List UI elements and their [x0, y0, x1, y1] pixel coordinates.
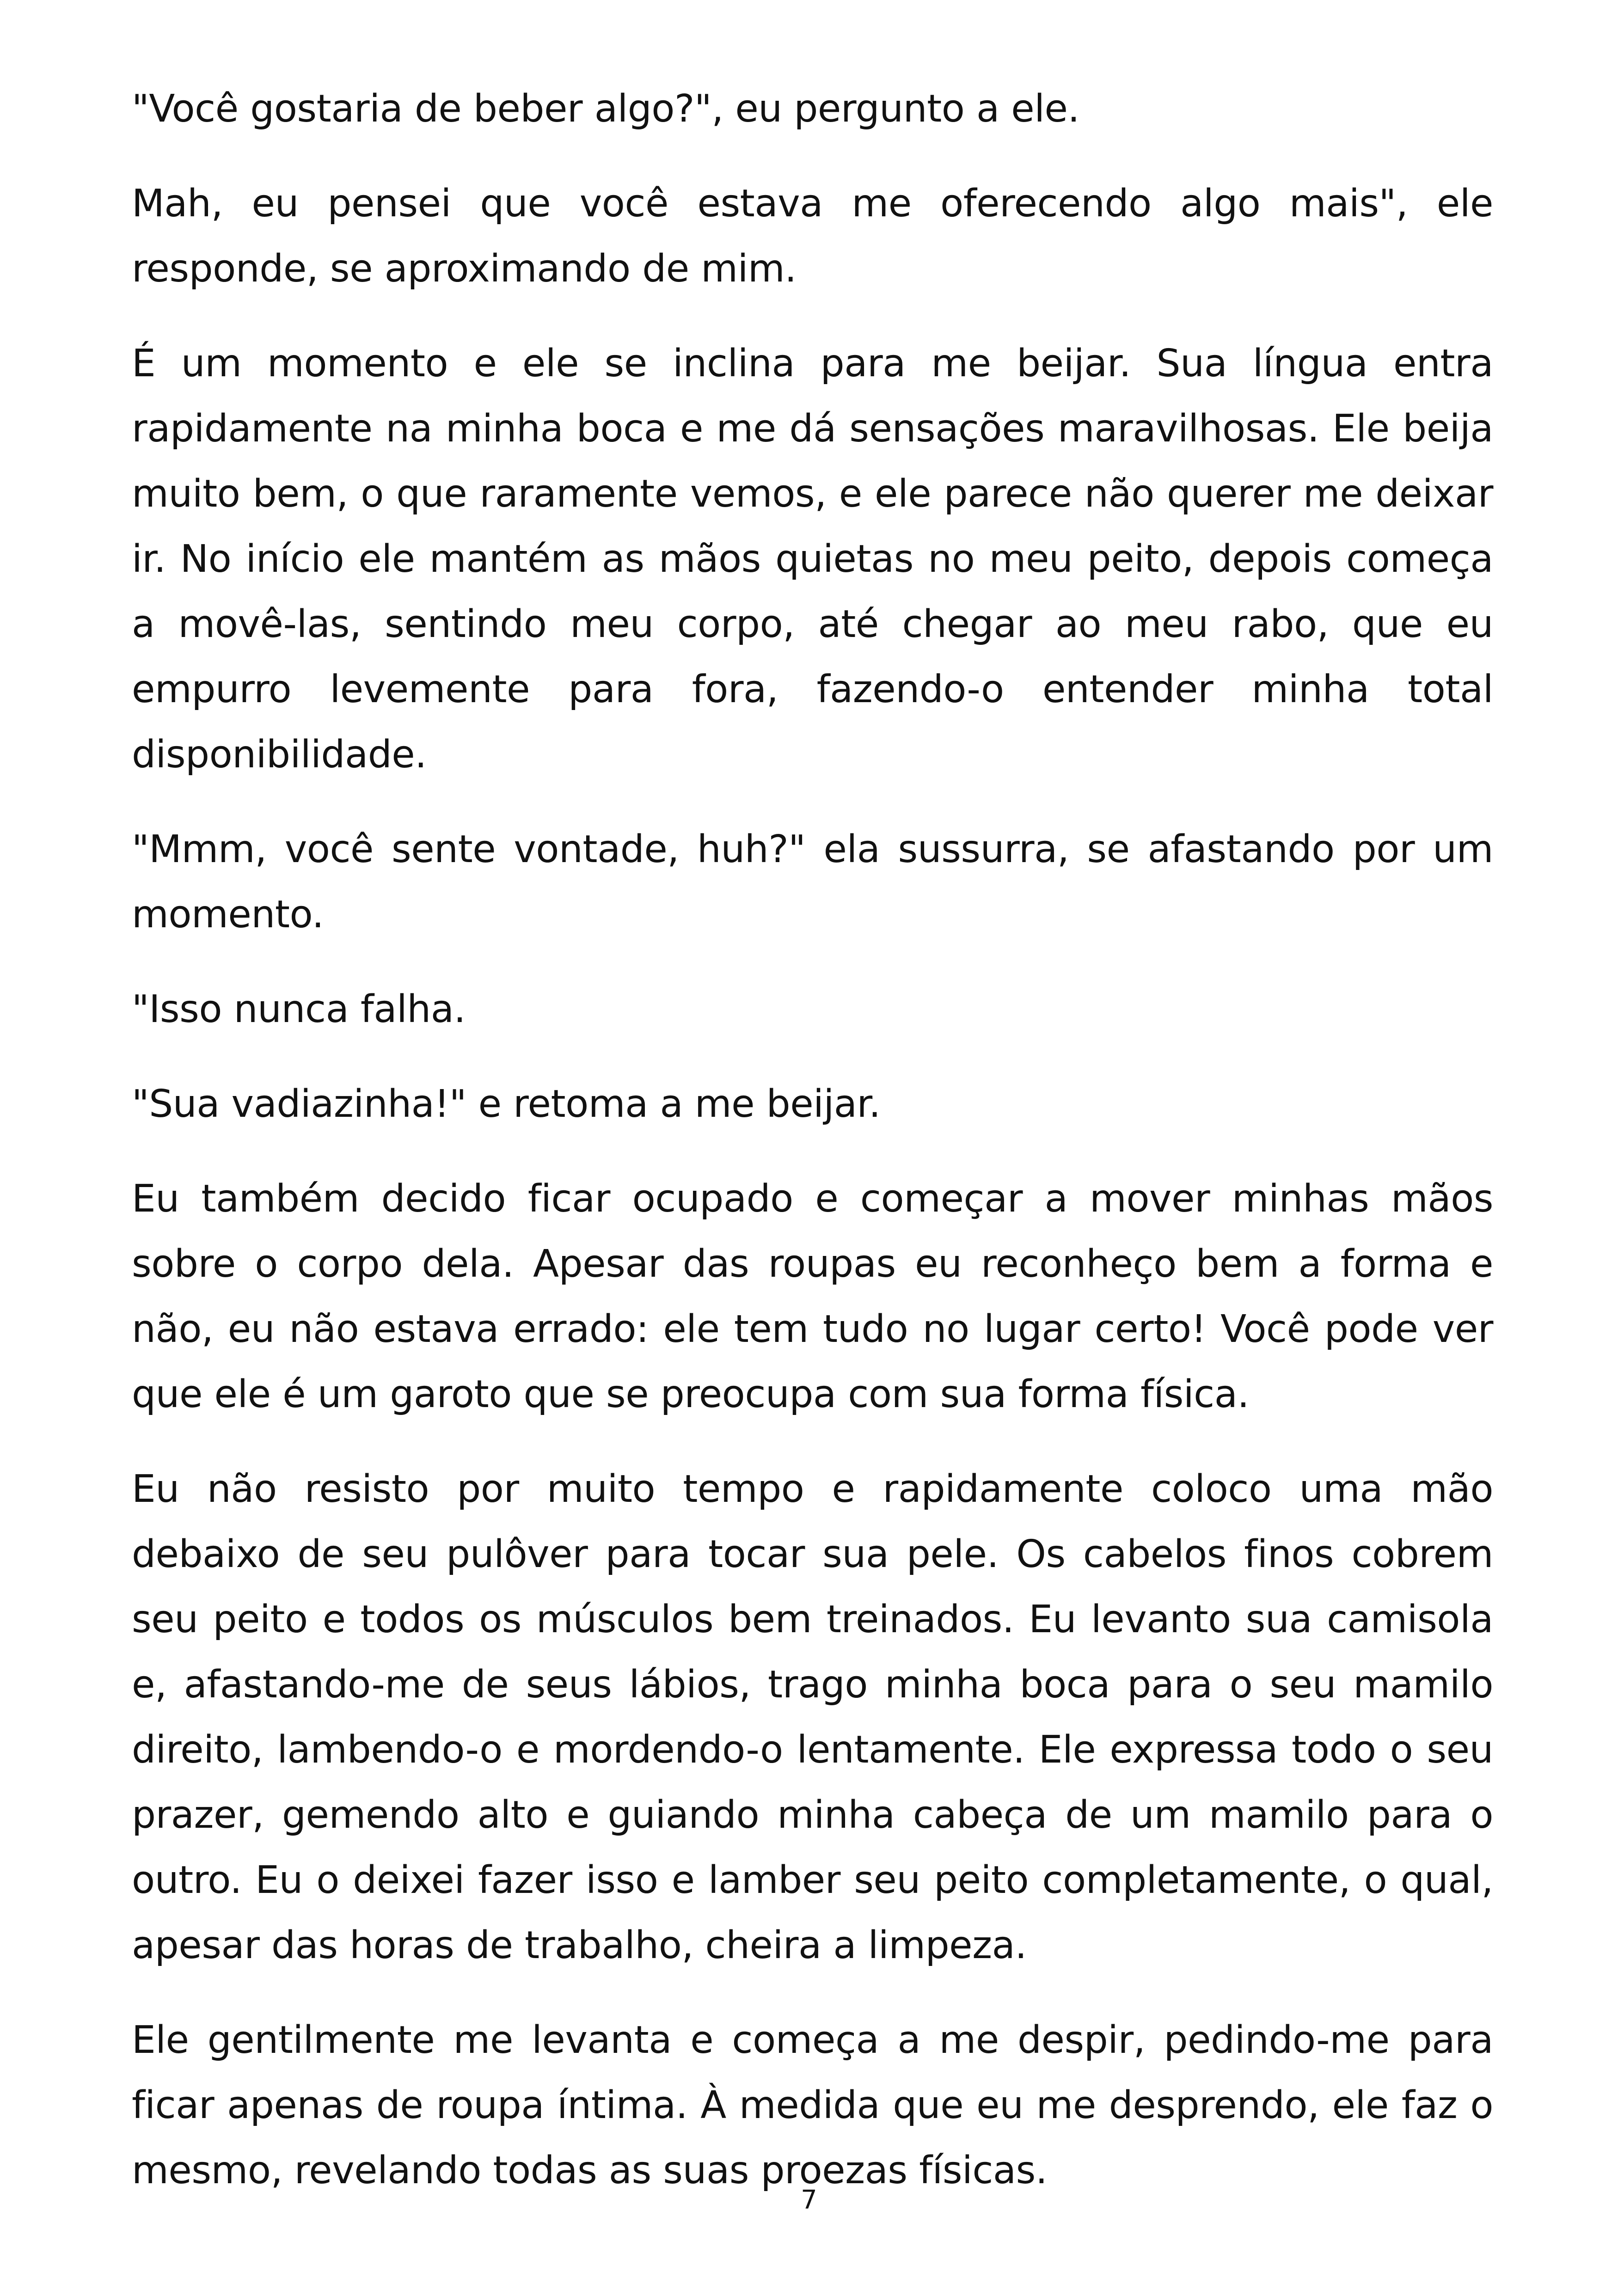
paragraph-4: "Mmm, você sente vontade, huh?" ela sussurra, se afastando por um momento. [132, 827, 1493, 937]
paragraph-9: Ele gentilmente me levanta e começa a me despir, pedindo-me para ficar apenas de roupa íntima. À medida que eu me desprendo, ele faz o mesmo, revelando todas as suas proezas físicas. [132, 2018, 1493, 2192]
paragraph-2: Mah, eu pensei que você estava me oferecendo algo mais", ele responde, se aproximando de mim. [132, 182, 1493, 291]
page-number: 7 [801, 2185, 817, 2215]
paragraph-5: "Isso nunca falha. [132, 987, 466, 1031]
paragraph-1: "Você gostaria de beber algo?", eu pergunto a ele. [132, 87, 1080, 131]
paragraph-7: Eu também decido ficar ocupado e começar a mover minhas mãos sobre o corpo dela. Apesar das roupas eu reconheço bem a forma e não, eu não estava errado: ele tem tudo no lugar certo! Você pode ver que ele é um garoto que se preocupa com sua forma física. [132, 1177, 1493, 1416]
paragraph-8: Eu não resisto por muito tempo e rapidamente coloco uma mão debaixo de seu pulôver para tocar sua pele. Os cabelos finos cobrem seu peito e todos os músculos bem treinados. Eu levanto sua camisola e, afastando-me de seus lábios, trago minha boca para o seu mamilo direito, lambendo-o e mordendo-o lentamente. Ele expressa todo o seu prazer, gemendo alto e guiando minha cabeça de um mamilo para o outro. Eu o deixei fazer isso e lamber seu peito completamente, o qual, apesar das horas de trabalho, cheira a limpeza. [132, 1467, 1493, 1967]
paragraph-3: É um momento e ele se inclina para me beijar. Sua língua entra rapidamente na minha boca e me dá sensações maravilhosas. Ele beija muito bem, o que raramente vemos, e ele parece não querer me deixar ir. No início ele mantém as mãos quietas no meu peito, depois começa a movê-las, sentindo meu corpo, até chegar ao meu rabo, que eu empurro levemente para fora, fazendo-o entender minha total disponibilidade. [132, 342, 1493, 777]
page-body [132, 76, 1493, 2233]
paragraph-6: "Sua vadiazinha!" e retoma a me beijar. [132, 1082, 881, 1126]
